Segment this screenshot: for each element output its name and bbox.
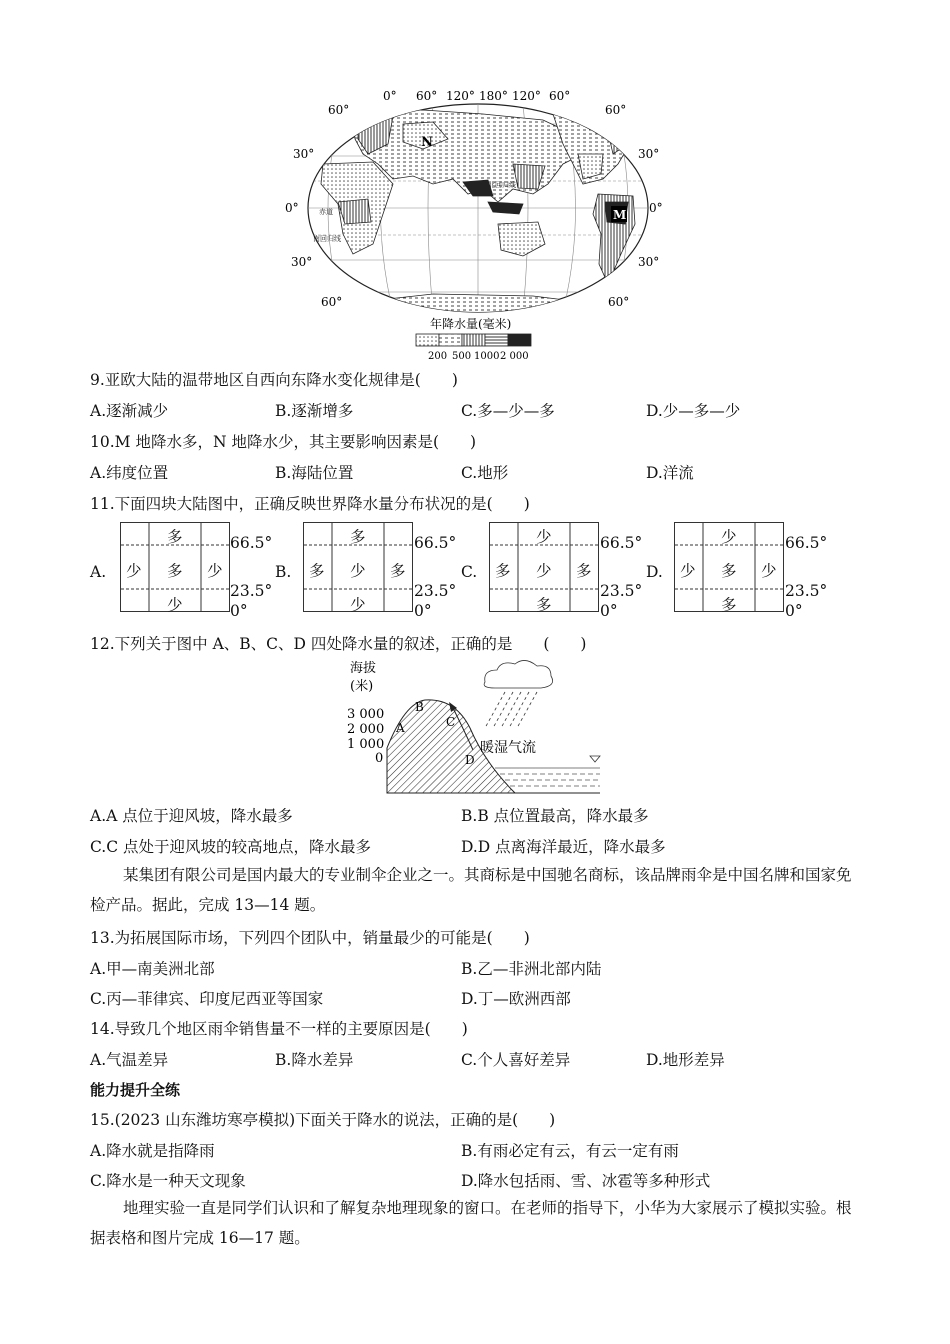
q11-diagram-c[interactable] (461, 520, 651, 620)
lon-label: 0° (383, 89, 397, 103)
q10-option-c[interactable]: C.地形 (461, 464, 509, 482)
lat-66: 66.5° (230, 534, 273, 552)
point-d: D (465, 753, 475, 767)
lat-23: 23.5° (414, 582, 457, 600)
lat-label: 60° (605, 103, 627, 117)
lon-label: 120° (512, 89, 541, 103)
q14-stem: 14.导致几个地区雨伞销售量不一样的主要原因是( ) (90, 1020, 468, 1038)
q12-option-a[interactable]: A.A 点位于迎风坡，降水最多 (90, 807, 293, 825)
lat-66: 66.5° (785, 534, 828, 552)
cell-center: 多 (167, 562, 183, 580)
cell-bottom: 多 (721, 596, 737, 614)
tropic-north-label: 北回归线 (488, 181, 516, 189)
lon-label: 180° (479, 89, 508, 103)
airflow-label: 暖湿气流 (480, 740, 536, 756)
lat-label: 0° (285, 201, 299, 215)
cell-left: 少 (680, 562, 696, 580)
lat-66: 66.5° (600, 534, 643, 552)
q13-option-b[interactable]: B.乙—非洲北部内陆 (461, 960, 602, 978)
q11-diagram-a[interactable] (90, 520, 280, 620)
equator-label: 赤道 (319, 208, 333, 216)
legend-value: 500 (452, 351, 472, 362)
q11-letter: B. (275, 563, 292, 581)
legend-value: 2 000 (500, 351, 529, 362)
cell-top: 少 (536, 528, 552, 546)
q10-option-b[interactable]: B.海陆位置 (275, 464, 354, 482)
legend-value: 200 (428, 351, 448, 362)
q11-letter: C. (461, 563, 478, 581)
q15-option-c[interactable]: C.降水是一种天文现象 (90, 1172, 246, 1190)
lat-label: 30° (638, 147, 660, 161)
lat-label: 60° (328, 103, 350, 117)
tick-label: 3 000 (347, 707, 385, 722)
lat-label: 30° (638, 255, 660, 269)
q12-stem: 12.下列关于图中 A、B、C、D 四处降水量的叙述，正确的是 ( ) (90, 635, 587, 653)
cell-top: 多 (167, 528, 183, 546)
q12-option-b[interactable]: B.B 点位置最高，降水最多 (461, 807, 649, 825)
cell-right: 多 (390, 562, 406, 580)
cell-bottom: 少 (167, 596, 183, 614)
point-b: B (415, 700, 424, 714)
cell-bottom: 多 (536, 596, 552, 614)
q14-option-c[interactable]: C.个人喜好差异 (461, 1051, 571, 1069)
cell-right: 少 (761, 562, 777, 580)
tick-label: 0 (375, 751, 384, 766)
lon-label: 60° (549, 89, 571, 103)
legend-value: 1000 (474, 351, 500, 362)
q11-letter: A. (90, 563, 107, 581)
lat-23: 23.5° (785, 582, 828, 600)
altitude-title: 海拔 (350, 661, 377, 676)
lat-0: 0° (600, 602, 618, 620)
tropic-south-label: 南回归线 (313, 235, 341, 243)
cell-center: 少 (536, 562, 552, 580)
cell-center: 多 (721, 562, 737, 580)
q10-stem: 10.M 地降水多，N 地降水少，其主要影响因素是( ) (90, 433, 477, 451)
cell-left: 多 (309, 562, 325, 580)
q10-option-d[interactable]: D.洋流 (646, 464, 694, 482)
lat-23: 23.5° (600, 582, 643, 600)
q14-option-d[interactable]: D.地形差异 (646, 1051, 725, 1069)
q14-option-a[interactable]: A.气温差异 (90, 1051, 169, 1069)
q9-stem: 9.亚欧大陆的温带地区自西向东降水变化规律是( ) (90, 371, 458, 389)
lat-0: 0° (230, 602, 248, 620)
lat-label: 60° (321, 295, 343, 309)
cell-left: 少 (126, 562, 142, 580)
world-precipitation-map (283, 84, 673, 364)
q15-option-a[interactable]: A.降水就是指降雨 (90, 1142, 215, 1160)
cell-top: 多 (350, 528, 366, 546)
lat-66: 66.5° (414, 534, 457, 552)
q15-option-d[interactable]: D.降水包括雨、雪、冰雹等多种形式 (461, 1172, 711, 1190)
cell-top: 少 (721, 528, 737, 546)
q12-option-c[interactable]: C.C 点处于迎风坡的较高地点，降水最多 (90, 838, 372, 856)
cell-left: 多 (495, 562, 511, 580)
tick-label: 1 000 (347, 737, 385, 752)
q13-option-a[interactable]: A.甲—南美洲北部 (90, 960, 215, 978)
altitude-unit: (米) (350, 679, 374, 694)
passage-13-14: 某集团有限公司是国内最大的专业制伞企业之一。其商标是中国驰名商标，该品牌雨伞是中国名牌和国家免检产品。据此，完成 13—14 题。 (90, 866, 852, 914)
q11-diagram-d[interactable] (646, 520, 836, 620)
lat-label: 0° (649, 201, 663, 215)
q14-option-b[interactable]: B.降水差异 (275, 1051, 354, 1069)
q9-option-d[interactable]: D.少—多—少 (646, 402, 741, 420)
q15-stem: 15.(2023 山东潍坊寒亭模拟)下面关于降水的说法，正确的是( ) (90, 1111, 556, 1129)
lon-label: 60° (416, 89, 438, 103)
q9-option-a[interactable]: A.逐渐减少 (90, 402, 169, 420)
mountain-diagram (345, 658, 605, 798)
point-a: A (396, 721, 405, 735)
lat-23: 23.5° (230, 582, 273, 600)
q13-stem: 13.为拓展国际市场，下列四个团队中，销量最少的可能是( ) (90, 929, 530, 947)
q11-stem: 11.下面四块大陆图中，正确反映世界降水量分布状况的是( ) (90, 495, 530, 513)
q13-option-c[interactable]: C.丙—菲律宾、印度尼西亚等国家 (90, 990, 324, 1008)
legend-title: 年降水量(毫米) (430, 317, 512, 331)
lat-label: 30° (293, 147, 315, 161)
tick-label: 2 000 (347, 722, 385, 737)
cell-center: 少 (350, 562, 366, 580)
cell-bottom: 少 (350, 596, 366, 614)
q13-option-d[interactable]: D.丁—欧洲西部 (461, 990, 571, 1008)
section-heading: 能力提升全练 (90, 1081, 181, 1099)
q15-option-b[interactable]: B.有雨必定有云，有云一定有雨 (461, 1142, 679, 1160)
lat-0: 0° (785, 602, 803, 620)
q9-option-c[interactable]: C.多—少—多 (461, 402, 555, 420)
cell-right: 多 (576, 562, 592, 580)
q10-option-a[interactable]: A.纬度位置 (90, 464, 169, 482)
lon-label: 120° (446, 89, 475, 103)
cell-right: 少 (207, 562, 223, 580)
q11-letter: D. (646, 563, 663, 581)
lat-label: 30° (291, 255, 313, 269)
q11-diagram-b[interactable] (275, 520, 465, 620)
label-n: N (421, 135, 433, 150)
lat-0: 0° (414, 602, 432, 620)
point-c: C (446, 715, 456, 729)
passage-16-17: 地理实验一直是同学们认识和了解复杂地理现象的窗口。在老师的指导下，小华为大家展示了模拟实验。根据表格和图片完成 16—17 题。 (90, 1199, 852, 1247)
lat-label: 60° (608, 295, 630, 309)
q12-option-d[interactable]: D.D 点离海洋最近，降水最多 (461, 838, 666, 856)
label-m: M (613, 208, 627, 222)
q9-option-b[interactable]: B.逐渐增多 (275, 402, 354, 420)
